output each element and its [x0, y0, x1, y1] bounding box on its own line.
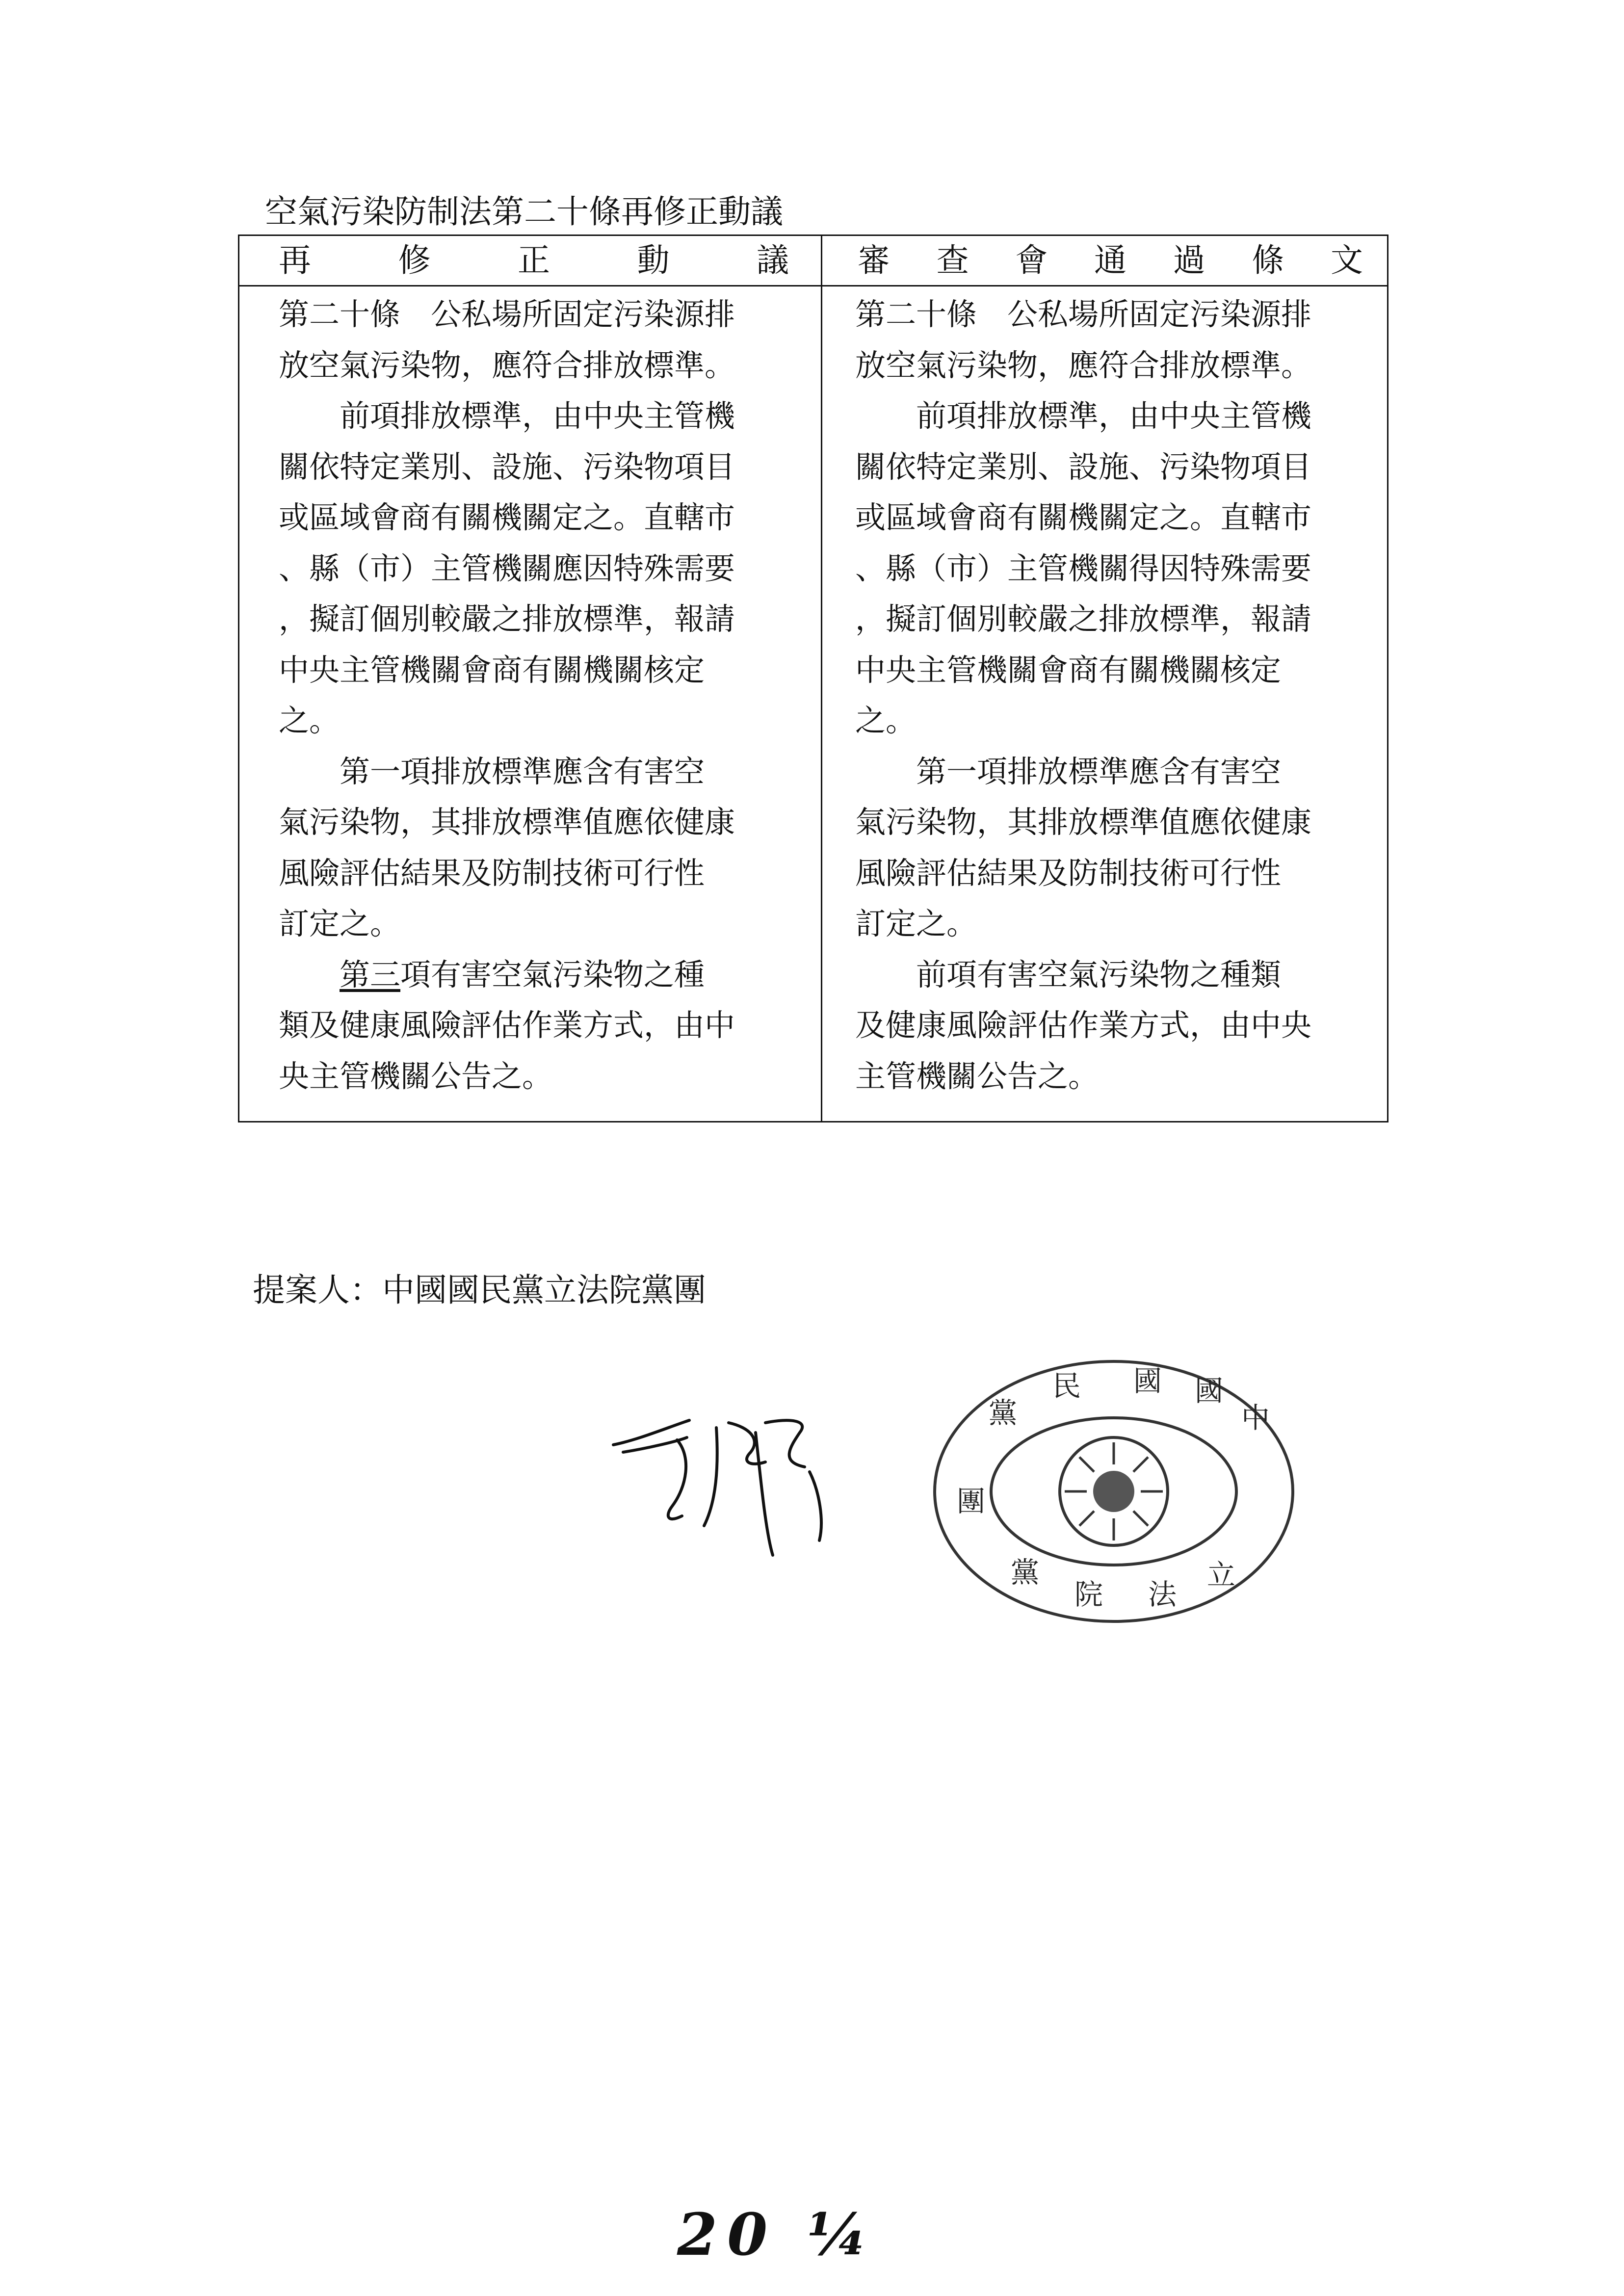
header-char: 會 — [1015, 241, 1048, 279]
text-line: ，擬訂個別較嚴之排放標準，報請 — [855, 601, 1312, 637]
text-line: 第一項排放標準應含有害空 — [855, 753, 1282, 789]
text-line: 放空氣污染物，應符合排放標準。 — [855, 347, 1312, 383]
text-line: 之。 — [279, 703, 340, 738]
text-line: 央主管機關公告之。 — [279, 1058, 553, 1094]
text-line: 第二十條 公私場所固定污染源排 — [855, 296, 1312, 332]
text-line: 風險評估結果及防制技術可行性 — [855, 855, 1282, 891]
right-column-text — [855, 289, 1375, 1101]
header-char: 過 — [1173, 241, 1205, 279]
header-char: 動 — [637, 241, 670, 279]
seal-char: 團 — [957, 1485, 986, 1518]
text-line: 第二十條 公私場所固定污染源排 — [279, 296, 735, 332]
header-char: 條 — [1252, 241, 1284, 279]
text-line: 風險評估結果及防制技術可行性 — [279, 855, 705, 891]
seal-char: 中 — [1241, 1401, 1270, 1435]
text-line: 關依特定業別、設施、污染物項目 — [855, 448, 1312, 485]
text-line: 訂定之。 — [279, 906, 401, 941]
header-char: 查 — [936, 241, 969, 279]
header-char: 修 — [398, 241, 431, 279]
column-divider — [821, 236, 822, 1121]
header-char: 審 — [858, 241, 890, 279]
seal-char: 國 — [1195, 1374, 1224, 1408]
text-line: 、縣（市）主管機關應因特殊需要 — [279, 550, 735, 586]
text-line: 前項有害空氣污染物之種類 — [855, 956, 1282, 992]
text-line: 第一項排放標準應含有害空 — [279, 753, 705, 789]
left-column-text — [279, 289, 799, 1101]
text-line: 中央主管機關會商有關機關核定 — [279, 652, 705, 688]
document-title: 空氣污染防制法第二十條再修正動議 — [265, 193, 783, 231]
seal-char: 黨 — [1011, 1556, 1040, 1589]
text-line: 放空氣污染物，應符合排放標準。 — [279, 347, 735, 383]
text-line: 或區域會商有關機關定之。直轄市 — [855, 499, 1312, 535]
header-char: 再 — [279, 241, 311, 279]
text-line: ，擬訂個別較嚴之排放標準，報請 — [279, 601, 735, 637]
proposer-line: 提案人：中國國民黨立法院黨團 — [253, 1271, 706, 1309]
comparison-table — [238, 235, 1388, 1122]
text-line: 前項排放標準，由中央主管機 — [855, 398, 1312, 434]
right-column-header — [858, 236, 1363, 285]
text-line: 類及健康風險評估作業方式，由中 — [279, 1007, 735, 1043]
text-line: 前項排放標準，由中央主管機 — [279, 398, 735, 434]
text-line: 、縣（市）主管機關得因特殊需要 — [855, 550, 1312, 586]
text-line: 關依特定業別、設施、污染物項目 — [279, 448, 735, 485]
seal-char: 立 — [1207, 1558, 1236, 1592]
header-char: 正 — [518, 241, 550, 279]
header-char: 議 — [757, 241, 789, 279]
header-char: 通 — [1094, 241, 1126, 279]
header-char: 文 — [1330, 241, 1363, 279]
underlined-text: 第三 — [340, 956, 401, 992]
text-line: 氣污染物，其排放標準值應依健康 — [279, 804, 735, 840]
text-line: 氣污染物，其排放標準值應依健康 — [855, 804, 1312, 840]
text-line: 或區域會商有關機關定之。直轄市 — [279, 499, 735, 535]
seal-char: 法 — [1148, 1578, 1177, 1611]
text-line: 之。 — [855, 703, 917, 738]
seal-char: 國 — [1133, 1364, 1162, 1398]
text-line: 及健康風險評估作業方式，由中央 — [855, 1007, 1312, 1043]
party-seal-stamp — [927, 1354, 1300, 1629]
handwritten-page-mark: 20 ¼ — [677, 2200, 878, 2269]
left-column-header — [279, 236, 789, 285]
seal-char: 黨 — [989, 1396, 1018, 1430]
seal-char: 民 — [1052, 1369, 1081, 1403]
text-line: 第三項有害空氣污染物之種 — [340, 956, 705, 992]
header-divider — [239, 285, 1387, 287]
text-line: 中央主管機關會商有關機關核定 — [855, 652, 1282, 688]
handwritten-signature — [603, 1393, 917, 1629]
text-line: 訂定之。 — [855, 906, 977, 941]
seal-char: 院 — [1074, 1578, 1103, 1611]
text-line: 主管機關公告之。 — [855, 1058, 1099, 1094]
